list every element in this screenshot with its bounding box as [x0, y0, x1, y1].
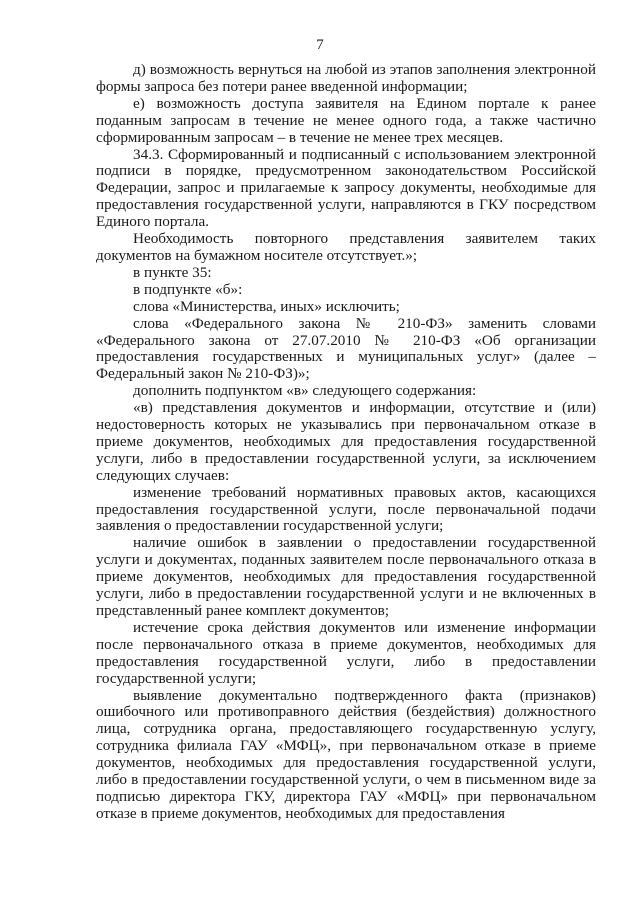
paragraph-item-e: е) возможность доступа заявителя на Едином портале к ранее поданным запросам в течение не менее одного года, а также частично сформированным запросам – в течение не менее трех месяцев. [96, 94, 596, 146]
paragraph-case-errors: наличие ошибок в заявлении о предоставлении государственной услуги и документах, поданных заявителем после первоначального отказа в приеме документов, необходимых для предоставления государственной услуги, либо в предоставлении государственной услуги и не включенных в представленный ранее комплект документов; [96, 534, 596, 619]
paragraph-no-paper-needed: Необходимость повторного представления заявителем таких документов на бумажном носителе отсутствует.»; [96, 230, 596, 264]
paragraph-add-subpoint-v: дополнить подпунктом «в» следующего содержания: [133, 382, 477, 400]
paragraph-item-d: д) возможность вернуться на любой из этапов заполнения электронной формы запроса без потери ранее введенной информации; [96, 61, 596, 95]
paragraph-case-misconduct: выявление документально подтвержденного факта (признаков) ошибочного или противоправного действия (бездействия) должностного лица, сотрудника органа, предоставляющего государственную услугу, сотрудника филиала ГАУ «МФЦ», при первоначальном отказе в приеме документов, необходимых для предоставления государственной услуги, либо в предоставлении государственной услуги, о чем в письменном виде за подписью директора ГКУ, директора ГАУ «МФЦ» при первоначальном отказе в приеме документов, необходимых для предоставления [96, 686, 596, 822]
page-number: 7 [316, 37, 324, 53]
paragraph-case-requirements-change: изменение требований нормативных правовых актов, касающихся предоставления государственной услуги, после первоначальной подачи заявления о предоставлении государственной услуги; [96, 483, 596, 535]
paragraph-subpoint-v-text: «в) представления документов и информации, отсутствие и (или) недостоверность которых не указывались при первоначальном отказе в приеме документов, необходимых для предоставления государственной услуги, либо в предоставлении государственной услуги, за исключением следующих случаев: [96, 399, 596, 484]
paragraph-case-expiry: истечение срока действия документов или изменение информации после первоначального отказа в приеме документов, необходимых для предоставления государственной услуги, либо в предоставлении государственной услуги; [96, 618, 596, 687]
document-body [96, 62, 596, 823]
paragraph-point-35: в пункте 35: [133, 263, 212, 281]
paragraph-words-replace: слова «Федерального закона № 210-ФЗ» заменить словами «Федерального закона от 27.07.2010 № 210-ФЗ «Об организации предоставления государственных и муниципальных услуг» (далее – Федеральный закон № 210-ФЗ)»; [96, 314, 596, 383]
paragraph-words-exclude: слова «Министерства, иных» исключить; [133, 297, 400, 315]
paragraph-subpoint-b: в подпункте «б»: [133, 280, 243, 298]
paragraph-34-3: 34.3. Сформированный и подписанный с использованием электронной подписи в порядке, предусмотренном законодательством Российской Федерации, запрос и прилагаемые к запросу документы, необходимые для предоставления государственной услуги, направляются в ГКУ посредством Единого портала. [96, 145, 596, 231]
